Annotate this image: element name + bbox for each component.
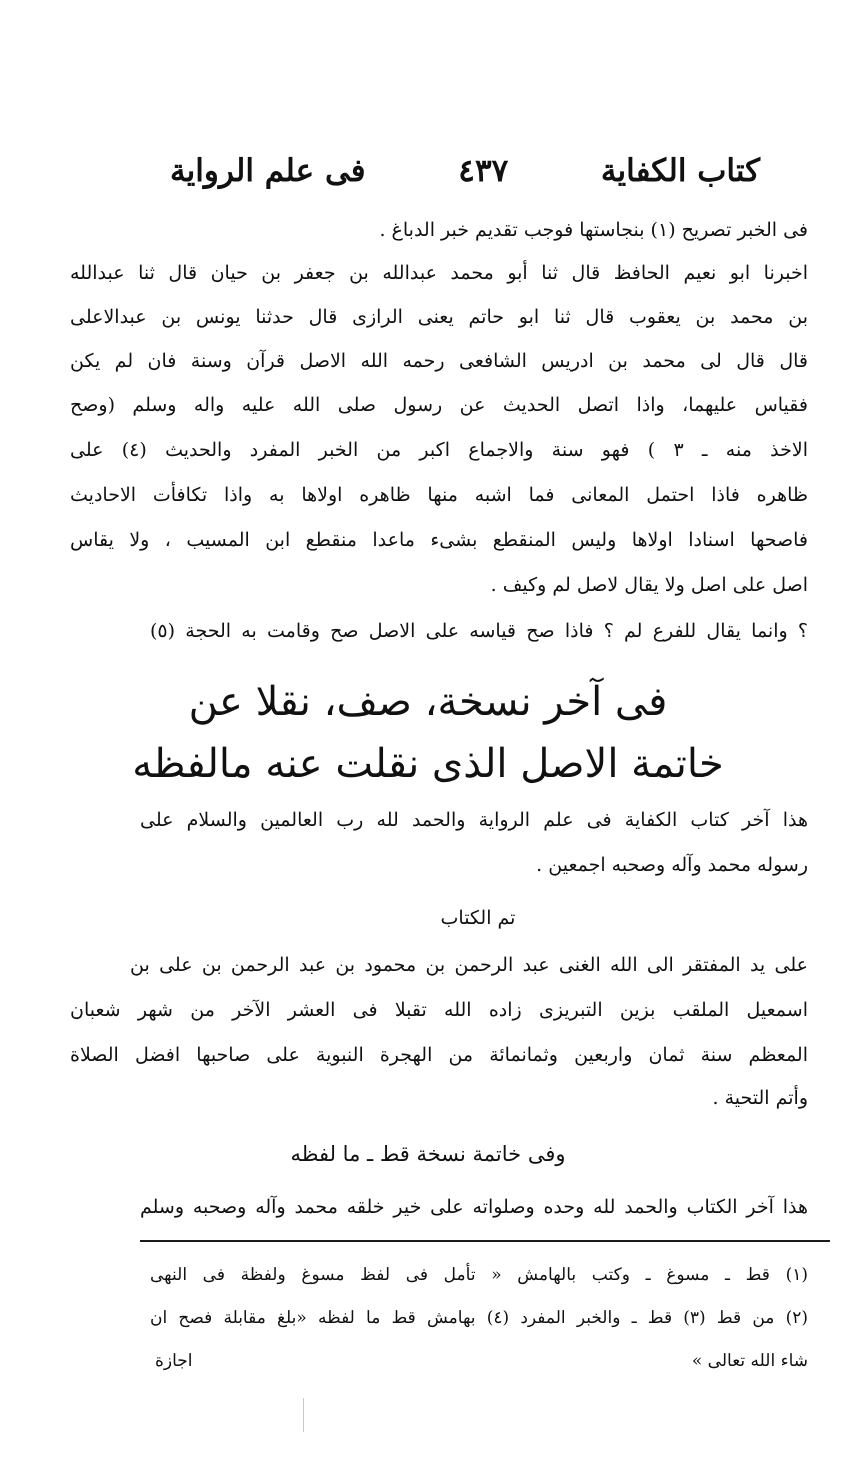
footnote-text: شاء الله تعالى » (691, 1351, 808, 1371)
final-line: هذا آخر الكتاب والحمد لله وحده وصلواته على خير خلقه محمد وآله وصحبه وسلم (140, 1196, 808, 1218)
body-line: ظاهره فاذا احتمل المعانى فما اشبه منها ظاهره اولاها به واذا تكافأت الاحاديث (70, 484, 808, 506)
body-line: اصل على اصل ولا يقال لاصل لم وكيف . (490, 574, 808, 596)
colophon-line: وأتم التحية . (712, 1087, 808, 1109)
running-head-book-title: كتاب الكفاية (600, 153, 760, 189)
colophon-line: المعظم سنة ثمان واربعين وثمانمائة من الهجرة النبوية على صاحبها افضل الصلاة (70, 1044, 808, 1066)
body-line: فقياس عليهما، واذا اتصل الحديث عن رسول صلى الله عليه واله وسلم (وصح (70, 394, 808, 416)
body-line: قال قال لى محمد بن ادريس الشافعى رحمه الله الاصل قرآن وسنة فان لم يكن (70, 350, 808, 372)
running-head-subject: فى علم الرواية (170, 153, 366, 189)
running-head (170, 146, 760, 196)
body-line: بن محمد بن يعقوب قال ثنا ابو حاتم يعنى الرازى قال حدثنا يونس بن عبدالاعلى (70, 306, 808, 328)
body-line: الاخذ منه ـ ٣ ) فهو سنة والاجماع اكبر من الخبر المفرد والحديث (٤) على (70, 439, 808, 461)
body-line: ؟ وانما يقال للفرع لم ؟ فاذا صح قياسه على الاصل صح وقامت به الحجة (٥) (150, 620, 808, 642)
colophon-line: على يد المفتقر الى الله الغنى عبد الرحمن بن محمود بن عبد الرحمن بن على بن (130, 954, 808, 976)
page-number: ٤٣٧ (458, 153, 509, 189)
section-heading-2: خاتمة الاصل الذى نقلت عنه مالفظه (132, 741, 724, 787)
scan-mark (303, 1398, 304, 1432)
footnote-catchword: اجازة (155, 1351, 193, 1371)
body-line: فاصحها اسنادا اولاها وليس المنقطع بشىء ماعدا منقطع ابن المسيب ، ولا يقاس (70, 529, 808, 551)
footnote-line-last (155, 1346, 808, 1376)
footnote-line: (٢) من قط (٣) قط ـ والخبر المفرد (٤) بهامش قط ما لفظه «بلغ مقابلة فصح ان (150, 1308, 809, 1328)
tamma-label: تم الكتاب (440, 907, 516, 929)
section-heading-1: فى آخر نسخة، صف، نقلا عن (188, 679, 668, 725)
subheading: وفى خاتمة نسخة قط ـ ما لفظه (290, 1142, 566, 1166)
body-line: اخبرنا ابو نعيم الحافظ قال ثنا أبو محمد عبدالله بن جعفر بن حيان قال ثنا عبدالله (70, 262, 808, 284)
body-line: فى الخبر تصريح (١) بنجاستها فوجب تقديم خبر الدباغ . (379, 219, 808, 241)
footnote-line: (١) قط ـ مسوغ ـ وكتب بالهامش « تأمل فى لفظ مسوغ ولفظة فى النهى (150, 1265, 808, 1285)
colophon-line: هذا آخر كتاب الكفاية فى علم الرواية والحمد لله رب العالمين والسلام على (140, 809, 808, 831)
colophon-line: رسوله محمد وآله وصحبه اجمعين . (536, 854, 808, 876)
colophon-line: اسمعيل الملقب بزين التبريزى زاده الله تقبلا فى العشر الآخر من شهر شعبان (70, 999, 808, 1021)
footnote-rule (140, 1240, 830, 1242)
